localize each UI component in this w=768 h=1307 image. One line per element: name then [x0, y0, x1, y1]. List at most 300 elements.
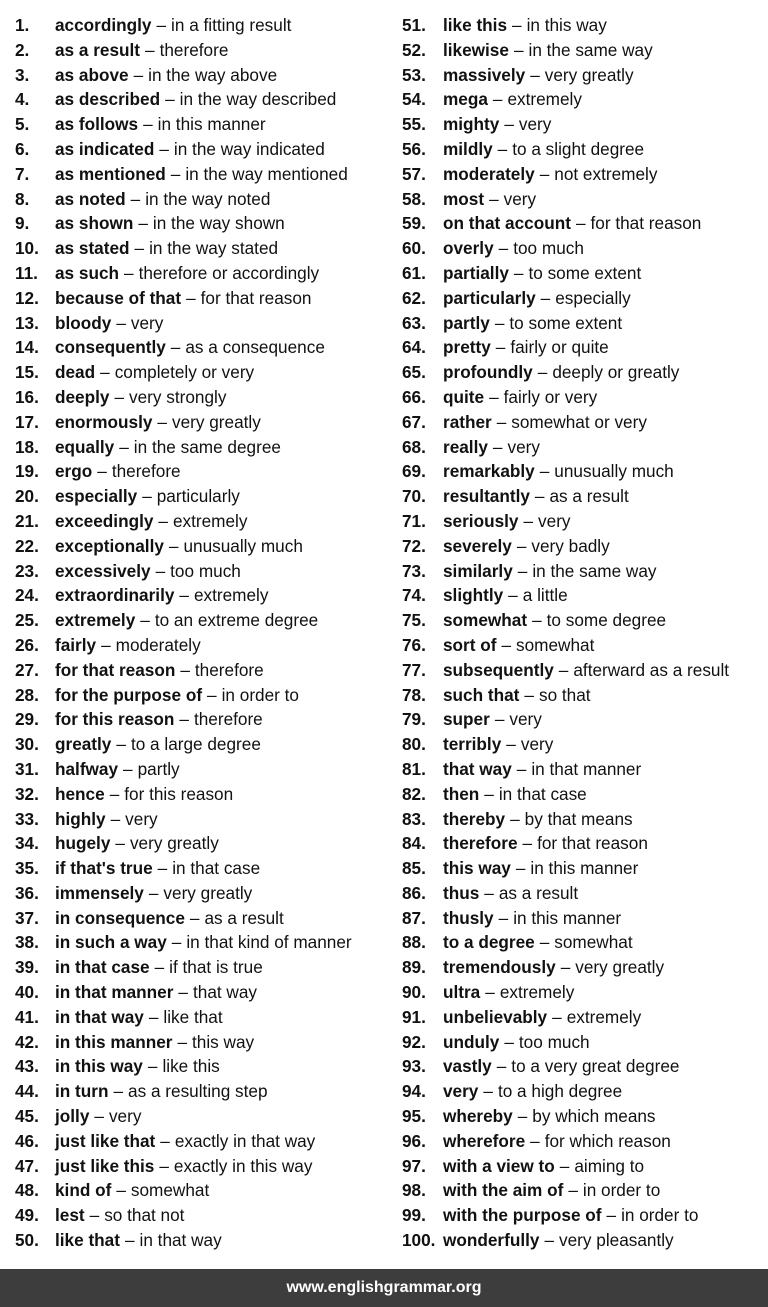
item-term: moderately [443, 163, 535, 184]
list-item [402, 435, 768, 460]
item-separator: – [544, 1230, 555, 1251]
item-number: 91. [402, 1006, 426, 1027]
item-term: wonderfully [443, 1230, 540, 1251]
item-number: 88. [402, 932, 426, 953]
item-number: 100. [402, 1230, 436, 1251]
item-term: unbelievably [443, 1006, 548, 1027]
item-definition: afterward as a result [573, 659, 730, 680]
item-term: in consequence [55, 907, 185, 928]
item-number: 31. [15, 758, 39, 779]
item-separator: – [186, 287, 196, 308]
item-term: mega [443, 89, 488, 110]
item-definition: partly [137, 758, 180, 779]
item-text [443, 286, 631, 311]
item-separator: – [539, 932, 550, 953]
item-number: 85. [402, 858, 426, 879]
item-term: as described [55, 89, 161, 110]
item-text [443, 1203, 698, 1228]
item-separator: – [540, 287, 551, 308]
item-definition: exactly in this way [173, 1155, 313, 1176]
item-number: 34. [15, 833, 39, 854]
list-item [15, 534, 395, 559]
item-definition: therefore or accordingly [138, 262, 320, 283]
item-number: 12. [15, 287, 39, 308]
item-term: sort of [443, 634, 497, 655]
item-definition: to a very great degree [511, 1056, 680, 1077]
item-separator: – [483, 1081, 493, 1102]
item-term: profoundly [443, 362, 533, 383]
item-text [55, 683, 299, 708]
item-number: 13. [15, 312, 39, 333]
item-separator: – [119, 436, 129, 457]
item-term: for that reason [55, 659, 176, 680]
list-item [402, 112, 768, 137]
item-number: 83. [402, 808, 426, 829]
item-separator: – [123, 758, 133, 779]
item-text [55, 1054, 220, 1079]
list-item [402, 335, 768, 360]
list-item [402, 1129, 768, 1154]
item-text [443, 162, 657, 187]
item-separator: – [558, 659, 569, 680]
item-separator: – [485, 982, 495, 1003]
item-definition: a little [522, 585, 568, 606]
item-term: such that [443, 684, 520, 705]
item-definition: fairly or very [503, 386, 598, 407]
item-number: 19. [15, 461, 39, 482]
item-term: partly [443, 312, 490, 333]
item-term: with a view to [443, 1155, 555, 1176]
item-definition: in a fitting result [171, 15, 292, 35]
item-term: particularly [443, 287, 536, 308]
item-number: 59. [402, 213, 426, 234]
item-term: as above [55, 64, 129, 85]
item-separator: – [109, 783, 120, 804]
item-text [443, 1030, 590, 1055]
item-term: with the aim of [443, 1180, 564, 1201]
item-definition: very [507, 436, 540, 457]
item-text [55, 459, 181, 484]
item-text [443, 906, 621, 931]
item-separator: – [170, 163, 181, 184]
item-definition: as a resulting step [128, 1081, 268, 1102]
list-item [15, 583, 395, 608]
item-separator: – [165, 89, 175, 110]
item-number: 75. [402, 610, 426, 631]
item-separator: – [145, 39, 155, 60]
item-separator: – [606, 1205, 617, 1226]
item-text [443, 484, 629, 509]
list-item [15, 311, 395, 336]
item-definition: to a slight degree [512, 138, 645, 159]
list-item [402, 881, 768, 906]
item-number: 10. [15, 238, 39, 259]
item-separator: – [510, 808, 520, 829]
list-item [15, 435, 395, 460]
item-definition: somewhat [130, 1180, 210, 1201]
item-separator: – [534, 486, 545, 507]
item-definition: to some extent [528, 262, 642, 283]
item-definition: somewhat [554, 932, 633, 953]
item-definition: very greatly [129, 833, 219, 854]
item-term: in this way [55, 1056, 143, 1077]
item-number: 60. [402, 238, 426, 259]
item-definition: unusually much [183, 535, 303, 556]
item-term: extremely [55, 610, 136, 631]
word-list-left-column [15, 13, 395, 1253]
item-term: subsequently [443, 659, 554, 680]
item-term: hence [55, 783, 105, 804]
list-item [15, 1079, 395, 1104]
list-item [402, 1005, 768, 1030]
item-text [443, 732, 553, 757]
word-list-right-column [402, 13, 768, 1253]
item-term: therefore [443, 833, 518, 854]
item-definition: somewhat or very [511, 411, 647, 432]
item-separator: – [160, 1130, 170, 1151]
list-item [402, 385, 768, 410]
item-definition: like that [163, 1006, 223, 1027]
item-definition: extremely [172, 510, 248, 531]
item-number: 57. [402, 163, 426, 184]
item-definition: like this [162, 1056, 220, 1077]
item-separator: – [179, 709, 189, 730]
item-term: seriously [443, 510, 519, 531]
item-separator: – [114, 386, 125, 407]
item-number: 93. [402, 1056, 426, 1077]
item-term: most [443, 188, 485, 209]
item-text [443, 1054, 679, 1079]
item-term: very [443, 1081, 479, 1102]
item-number: 96. [402, 1130, 426, 1151]
item-number: 40. [15, 982, 39, 1003]
item-definition: by that means [524, 808, 633, 829]
item-term: hugely [55, 833, 111, 854]
item-definition: in the same degree [133, 436, 281, 457]
item-separator: – [489, 386, 499, 407]
item-text [443, 63, 634, 88]
item-separator: – [170, 337, 181, 358]
item-number: 1. [15, 15, 30, 35]
item-number: 39. [15, 957, 39, 978]
item-text [55, 955, 263, 980]
item-text [55, 360, 254, 385]
item-term: fairly [55, 634, 97, 655]
item-number: 81. [402, 758, 426, 779]
item-number: 65. [402, 362, 426, 383]
list-item [402, 1079, 768, 1104]
item-text [443, 1005, 641, 1030]
item-separator: – [97, 461, 107, 482]
item-text [55, 162, 348, 187]
item-text [55, 211, 285, 236]
item-definition: this way [192, 1031, 255, 1052]
item-separator: – [143, 114, 153, 135]
item-term: as stated [55, 238, 130, 259]
item-term: unduly [443, 1031, 500, 1052]
list-item [402, 1203, 768, 1228]
item-term: like this [443, 15, 507, 35]
item-separator: – [148, 882, 159, 903]
list-item [15, 1030, 395, 1055]
list-item [15, 906, 395, 931]
item-definition: very [520, 734, 554, 755]
item-number: 23. [15, 560, 39, 581]
item-text [443, 658, 729, 683]
item-separator: – [497, 138, 508, 159]
list-item [402, 707, 768, 732]
item-text [443, 1154, 644, 1179]
item-number: 66. [402, 386, 426, 407]
list-item [15, 38, 395, 63]
item-text [55, 311, 163, 336]
item-number: 64. [402, 337, 426, 358]
item-text [443, 1228, 674, 1253]
item-definition: in the way stated [149, 238, 279, 259]
item-definition: to some degree [546, 610, 667, 631]
item-number: 58. [402, 188, 426, 209]
list-item [402, 38, 768, 63]
list-item [15, 757, 395, 782]
item-definition: especially [555, 287, 631, 308]
list-item [15, 782, 395, 807]
item-definition: in that manner [531, 758, 642, 779]
item-term: really [443, 436, 488, 457]
item-term: in that case [55, 957, 150, 978]
item-term: ergo [55, 461, 93, 482]
item-separator: – [512, 15, 522, 35]
item-text [443, 410, 647, 435]
item-separator: – [124, 262, 134, 283]
item-number: 49. [15, 1205, 39, 1226]
list-item [402, 410, 768, 435]
item-number: 47. [15, 1155, 39, 1176]
item-term: if that's true [55, 858, 153, 879]
item-number: 98. [402, 1180, 426, 1201]
item-separator: – [506, 734, 516, 755]
item-number: 51. [402, 15, 426, 35]
item-text [55, 236, 278, 261]
item-number: 77. [402, 659, 426, 680]
item-separator: – [523, 510, 534, 531]
item-separator: – [496, 411, 507, 432]
item-definition: very [518, 114, 552, 135]
list-item [15, 807, 395, 832]
list-item [15, 1005, 395, 1030]
item-term: exceptionally [55, 535, 164, 556]
item-term: because of that [55, 287, 182, 308]
list-item [15, 930, 395, 955]
item-definition: therefore [111, 461, 181, 482]
list-item [15, 13, 395, 38]
list-item [15, 1129, 395, 1154]
item-definition: in this way [526, 15, 607, 35]
list-item [15, 236, 395, 261]
item-separator: – [115, 833, 125, 854]
item-number: 16. [15, 386, 39, 407]
item-number: 89. [402, 957, 426, 978]
item-text [443, 137, 644, 162]
item-text [55, 286, 311, 311]
list-item [402, 732, 768, 757]
item-separator: – [154, 957, 165, 978]
item-number: 37. [15, 907, 39, 928]
item-text [55, 831, 219, 856]
item-separator: – [515, 858, 526, 879]
list-item [15, 831, 395, 856]
item-term: terribly [443, 734, 502, 755]
item-number: 41. [15, 1006, 39, 1027]
item-definition: therefore [193, 709, 263, 730]
item-text [443, 683, 591, 708]
item-number: 33. [15, 808, 39, 829]
item-term: consequently [55, 337, 166, 358]
item-text [55, 1005, 223, 1030]
item-definition: too much [518, 1031, 590, 1052]
item-separator: – [504, 1031, 514, 1052]
item-definition: extremely [499, 982, 575, 1003]
item-separator: – [552, 1006, 562, 1027]
list-item [15, 1054, 395, 1079]
item-number: 84. [402, 833, 426, 854]
item-term: whereby [443, 1106, 513, 1127]
item-term: for this reason [55, 709, 175, 730]
item-definition: very [130, 312, 164, 333]
item-separator: – [537, 362, 548, 383]
item-separator: – [157, 858, 168, 879]
item-term: then [443, 783, 480, 804]
item-definition: as a result [204, 907, 284, 928]
item-text [443, 311, 622, 336]
item-text [55, 63, 277, 88]
item-term: as noted [55, 188, 126, 209]
item-text [55, 112, 266, 137]
item-definition: in the way indicated [173, 138, 325, 159]
item-number: 92. [402, 1031, 426, 1052]
list-item [402, 137, 768, 162]
item-text [443, 261, 641, 286]
item-separator: – [530, 64, 540, 85]
list-item [15, 112, 395, 137]
item-definition: for that reason [590, 213, 702, 234]
list-item [15, 1154, 395, 1179]
list-item [15, 410, 395, 435]
item-separator: – [133, 64, 144, 85]
item-separator: – [158, 510, 168, 531]
item-text [55, 757, 180, 782]
item-number: 36. [15, 882, 39, 903]
item-number: 95. [402, 1106, 426, 1127]
item-separator: – [575, 213, 586, 234]
item-text [55, 732, 261, 757]
item-definition: very [108, 1106, 142, 1127]
item-number: 45. [15, 1106, 39, 1127]
item-text [443, 187, 536, 212]
item-definition: very [509, 709, 542, 730]
item-separator: – [130, 188, 141, 209]
item-definition: in the way above [148, 64, 278, 85]
item-term: as shown [55, 213, 134, 234]
item-definition: in order to [621, 1205, 699, 1226]
item-definition: therefore [194, 659, 264, 680]
item-text [55, 1228, 222, 1253]
item-separator: – [489, 188, 499, 209]
item-term: as such [55, 262, 120, 283]
item-text [55, 906, 284, 931]
item-text [443, 831, 648, 856]
list-item [15, 261, 395, 286]
item-term: thereby [443, 808, 506, 829]
item-text [55, 335, 325, 360]
item-separator: – [142, 486, 152, 507]
item-separator: – [516, 535, 527, 556]
item-definition: in the way noted [145, 188, 271, 209]
item-number: 30. [15, 734, 39, 755]
item-text [443, 38, 653, 63]
list-item [402, 1104, 768, 1129]
item-number: 6. [15, 138, 30, 159]
item-text [55, 980, 257, 1005]
item-definition: exactly in that way [174, 1130, 316, 1151]
item-term: deeply [55, 386, 110, 407]
item-definition: in this manner [530, 858, 639, 879]
item-separator: – [484, 882, 494, 903]
item-separator: – [492, 89, 503, 110]
item-term: in turn [55, 1081, 109, 1102]
item-text [55, 633, 201, 658]
list-item [402, 559, 768, 584]
list-item [402, 1030, 768, 1055]
item-definition: extremely [507, 89, 582, 110]
item-term: excessively [55, 560, 151, 581]
item-number: 8. [15, 188, 30, 209]
list-item [402, 807, 768, 832]
item-term: pretty [443, 337, 491, 358]
item-separator: – [568, 1180, 578, 1201]
item-number: 94. [402, 1081, 426, 1102]
item-text [55, 559, 241, 584]
item-definition: unusually much [554, 461, 674, 482]
list-item [15, 1203, 395, 1228]
item-separator: – [177, 1031, 188, 1052]
item-separator: – [171, 932, 182, 953]
list-item [15, 559, 395, 584]
item-term: in that way [55, 1006, 144, 1027]
item-definition: in that case [172, 858, 261, 879]
list-item [402, 583, 768, 608]
list-item [402, 1178, 768, 1203]
item-text [55, 1154, 312, 1179]
item-number: 9. [15, 213, 30, 234]
list-item [402, 782, 768, 807]
item-number: 21. [15, 510, 39, 531]
item-definition: very greatly [544, 64, 634, 85]
item-term: with the purpose of [443, 1205, 602, 1226]
item-separator: – [498, 907, 509, 928]
item-text [443, 112, 551, 137]
item-number: 69. [402, 461, 426, 482]
item-number: 99. [402, 1205, 426, 1226]
list-item [402, 658, 768, 683]
list-item [402, 955, 768, 980]
item-definition: very [125, 808, 158, 829]
item-definition: fairly or quite [510, 337, 609, 358]
item-number: 73. [402, 560, 426, 581]
item-definition: that way [192, 982, 257, 1003]
item-number: 5. [15, 114, 30, 135]
item-definition: very badly [531, 535, 610, 556]
item-text [55, 782, 233, 807]
